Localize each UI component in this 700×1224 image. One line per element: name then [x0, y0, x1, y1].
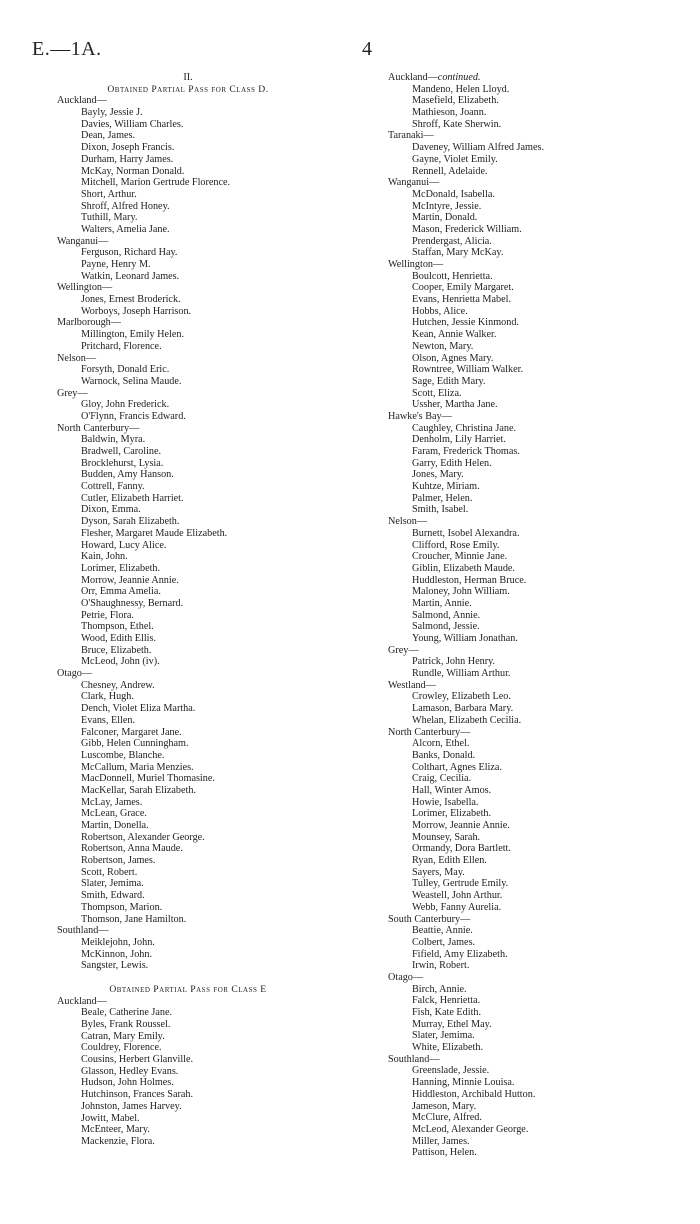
candidate-name: Howie, Isabella. [412, 796, 479, 808]
candidate-name: Giblin, Elizabeth Maude. [412, 562, 515, 574]
candidate-name: Webb, Fanny Aurelia. [412, 901, 502, 913]
candidate-name: Dixon, Emma. [81, 504, 141, 516]
candidate-name: Sangster, Lewis. [81, 960, 149, 972]
region-heading: Hawke's Bay— [388, 410, 452, 422]
candidate-name: McEnteer, Mary. [81, 1124, 150, 1136]
candidate-name: Ormandy, Dora Bartlett. [412, 843, 511, 855]
candidate-name: MacDonnell, Muriel Thomasine. [81, 773, 215, 785]
candidate-name: Payne, Henry M. [81, 259, 151, 270]
candidate-name: Denholm, Lily Harriet. [412, 434, 506, 446]
candidate-name: Mathieson, Joann. [412, 107, 487, 119]
candidate-name: Mounsey, Sarah. [412, 831, 481, 843]
candidate-name: Lorimer, Elizabeth. [81, 562, 161, 574]
candidate-name: Dench, Violet Eliza Martha. [81, 703, 196, 715]
candidate-name: Cutler, Elizabeth Harriet. [81, 492, 184, 504]
candidate-name: Sayers, May. [412, 866, 465, 878]
candidate-name: Palmer, Helen. [412, 492, 473, 504]
candidate-name: Mason, Frederick William. [412, 223, 522, 235]
region-heading: Auckland—continued. [388, 72, 481, 83]
candidate-name: Boulcott, Henrietta. [412, 270, 493, 282]
section-number: II. [183, 72, 193, 83]
region-heading: Grey— [388, 644, 419, 656]
candidate-name: Crowley, Elizabeth Leo. [412, 691, 511, 703]
candidate-name: Patrick, John Henry. [412, 656, 496, 668]
region-heading: Wanganui— [388, 177, 440, 189]
candidate-name: Salmond, Annie. [412, 609, 481, 621]
region-heading: North Canterbury— [388, 726, 471, 738]
candidate-name: Garry, Edith Helen. [412, 457, 492, 469]
region-heading: Auckland— [57, 95, 107, 107]
region-heading: Wellington— [388, 259, 444, 270]
candidate-name: Falconer, Margaret Jane. [81, 726, 182, 738]
candidate-name: Clifford, Rose Emily. [412, 539, 500, 551]
candidate-name: Masefield, Elizabeth. [412, 95, 499, 107]
candidate-name: Sage, Edith Mary. [412, 375, 486, 387]
candidate-name: Rennell, Adelaide. [412, 165, 488, 177]
section-heading: Obtained Partial Pass for Class D. [107, 83, 269, 95]
candidate-name: Millington, Emily Helen. [81, 329, 184, 341]
candidate-name: McClure, Alfred. [412, 1112, 482, 1124]
region-heading: Southland— [388, 1053, 440, 1065]
region-heading: Southland— [57, 925, 109, 937]
candidate-name: Mitchell, Marion Gertrude Florence. [81, 177, 231, 189]
candidate-name: Birch, Annie. [412, 983, 467, 995]
candidate-name: Cousins, Herbert Glanville. [81, 1054, 194, 1066]
left-column [57, 72, 357, 1148]
candidate-name: Ussher, Martha Jane. [412, 399, 498, 411]
candidate-name: Smith, Isabel. [412, 504, 469, 516]
candidate-name: Salmond, Jessie. [412, 621, 480, 633]
candidate-name: Staffan, Mary McKay. [412, 247, 504, 259]
candidate-name: Evans, Ellen. [81, 714, 136, 726]
candidate-name: Kain, John. [81, 551, 128, 563]
candidate-name: Bruce, Elizabeth. [81, 644, 152, 656]
candidate-name: Couldrey, Florence. [81, 1042, 162, 1054]
candidate-name: McLean, Grace. [81, 808, 147, 820]
candidate-name: Lamason, Barbara Mary. [412, 703, 514, 715]
candidate-name: Wood, Edith Ellis. [81, 633, 157, 644]
candidate-name: Huddleston, Herman Bruce. [412, 574, 527, 586]
candidate-name: O'Shaughnessy, Bernard. [81, 597, 184, 609]
candidate-name: Catran, Mary Emily. [81, 1030, 165, 1042]
candidate-name: Baldwin, Myra. [81, 434, 146, 446]
candidate-name: Banks, Donald. [412, 749, 476, 761]
candidate-name: McLeod, John (iv). [81, 656, 160, 668]
candidate-name: Hiddleston, Archibald Hutton. [412, 1088, 536, 1100]
candidate-name: Beattie, Annie. [412, 925, 473, 937]
candidate-name: Shroff, Alfred Honey. [81, 200, 170, 212]
candidate-name: Tuthill, Mary. [81, 212, 138, 224]
candidate-name: Craig, Cecilia. [412, 773, 472, 785]
candidate-name: Jameson, Mary. [412, 1100, 477, 1112]
candidate-name: Fifield, Amy Elizabeth. [412, 948, 508, 960]
candidate-name: Walters, Amelia Jane. [81, 223, 170, 235]
candidate-name: Petrie, Flora. [81, 609, 134, 621]
candidate-name: Jones, Mary. [412, 469, 464, 481]
candidate-name: Rowntree, William Walker. [412, 364, 523, 376]
candidate-name: Chesney, Andrew. [81, 679, 155, 691]
candidate-name: Dyson, Sarah Elizabeth. [81, 516, 180, 528]
candidate-name: Newton, Mary. [412, 340, 474, 352]
candidate-name: Kuhtze, Miriam. [412, 481, 480, 493]
region-heading: North Canterbury— [57, 422, 140, 434]
candidate-name: Thompson, Ethel. [81, 621, 154, 633]
candidate-name: Bayly, Jessie J. [81, 107, 143, 119]
candidate-name: Worboys, Joseph Harrison. [81, 305, 192, 317]
region-heading: Nelson— [388, 516, 428, 528]
candidate-name: Jowitt, Mabel. [81, 1112, 140, 1124]
candidate-name: Faram, Frederick Thomas. [412, 446, 520, 457]
candidate-name: Falck, Henrietta. [412, 995, 481, 1007]
candidate-name: Meiklejohn, John. [81, 936, 155, 948]
candidate-name: McIntyre, Jessie. [412, 200, 482, 212]
candidate-name: Young, William Jonathan. [412, 633, 518, 644]
candidate-name: Dixon, Joseph Francis. [81, 142, 175, 154]
region-heading: Wanganui— [57, 235, 109, 247]
candidate-name: Morrow, Jeannie Annie. [412, 820, 510, 831]
candidate-name: McDonald, Isabella. [412, 188, 495, 200]
continued-note: continued. [437, 72, 481, 83]
candidate-name: Robertson, Anna Maude. [81, 843, 183, 855]
candidate-name: McKinnon, John. [81, 948, 153, 960]
candidate-name: Evans, Henrietta Mabel. [412, 294, 512, 306]
candidate-name: Davies, William Charles. [81, 118, 184, 130]
candidate-name: Shroff, Kate Sherwin. [412, 118, 502, 130]
candidate-name: Thomson, Jane Hamilton. [81, 913, 187, 925]
candidate-name: Glasson, Hedley Evans. [81, 1065, 179, 1077]
candidate-name: Dean, James. [81, 130, 136, 142]
candidate-name: Tulley, Gertrude Emily. [412, 878, 509, 890]
region-heading: Otago— [388, 971, 424, 983]
candidate-name: Martin, Donella. [81, 820, 149, 831]
candidate-name: Luscombe, Blanche. [81, 749, 165, 761]
candidate-name: Durham, Harry James. [81, 153, 174, 165]
candidate-name: Gloy, John Frederick. [81, 399, 170, 411]
candidate-name: Weastell, John Arthur. [412, 890, 503, 902]
candidate-name: Hutchinson, Frances Sarah. [81, 1089, 194, 1101]
right-column [388, 72, 688, 1159]
candidate-name: Caughley, Christina Jane. [412, 422, 517, 434]
candidate-name: White, Elizabeth. [412, 1042, 483, 1054]
candidate-name: Hudson, John Holmes. [81, 1077, 174, 1089]
candidate-name: Hutchen, Jessie Kinmond. [412, 317, 519, 329]
candidate-name: Scott, Eliza. [412, 387, 462, 399]
candidate-name: Johnston, James Harvey. [81, 1100, 182, 1112]
candidate-name: Olson, Agnes Mary. [412, 352, 494, 364]
candidate-name: Slater, Jemima. [81, 878, 144, 890]
candidate-name: Morrow, Jeannie Annie. [81, 574, 179, 586]
candidate-name: Rundle, William Arthur. [412, 668, 511, 680]
candidate-name: Prendergast, Alicia. [412, 235, 492, 247]
candidate-name: Irwin, Robert. [412, 960, 470, 972]
candidate-name: Martin, Annie. [412, 597, 472, 609]
candidate-name: Short, Arthur. [81, 188, 137, 200]
candidate-name: Whelan, Elizabeth Cecilia. [412, 714, 522, 726]
candidate-name: Beale, Catherine Jane. [81, 1007, 173, 1019]
candidate-name: Warnock, Selina Maude. [81, 375, 182, 387]
candidate-name: Hobbs, Alice. [412, 305, 468, 317]
region-heading: Wellington— [57, 282, 113, 294]
region-heading: Westland— [388, 679, 436, 691]
candidate-name: Budden, Amy Hanson. [81, 469, 174, 481]
candidate-name: Kean, Annie Walker. [412, 329, 497, 341]
region-heading: Nelson— [57, 352, 97, 364]
candidate-name: Thompson, Marion. [81, 901, 163, 913]
candidate-name: McCallum, Maria Menzies. [81, 761, 194, 773]
candidate-name: McKay, Norman Donald. [81, 165, 185, 177]
candidate-name: Orr, Emma Amelia. [81, 586, 161, 598]
candidate-name: Howard, Lucy Alice. [81, 539, 167, 551]
candidate-name: Daveney, William Alfred James. [412, 142, 544, 154]
candidate-name: Watkin, Leonard James. [81, 270, 180, 282]
candidate-name: O'Flynn, Francis Edward. [81, 410, 186, 422]
candidate-name: Mackenzie, Flora. [81, 1135, 155, 1147]
section-spacer [57, 972, 357, 984]
candidate-name: McLeod, Alexander George. [412, 1123, 529, 1135]
candidate-name: Pritchard, Florence. [81, 340, 162, 352]
region-heading: Taranaki— [388, 130, 434, 142]
candidate-name: Bradwell, Caroline. [81, 446, 162, 457]
region-heading: Marlborough— [57, 317, 121, 329]
document-code: E.—1A. [32, 38, 102, 60]
candidate-name: Hall, Winter Amos. [412, 784, 492, 796]
candidate-name: Fish, Kate Edith. [412, 1007, 482, 1018]
candidate-name: Forsyth, Donald Eric. [81, 364, 170, 376]
candidate-name: Robertson, James. [81, 855, 156, 867]
candidate-name: Flesher, Margaret Maude Elizabeth. [81, 527, 228, 539]
candidate-name: Cooper, Emily Margaret. [412, 282, 514, 294]
region-heading: South Canterbury— [388, 913, 471, 925]
candidate-name: Gibb, Helen Cunningham. [81, 738, 189, 750]
candidate-name: Jones, Ernest Broderick. [81, 294, 181, 306]
candidate-name: Byles, Frank Roussel. [81, 1019, 171, 1030]
candidate-name: Burnett, Isobel Alexandra. [412, 527, 520, 539]
candidate-name: Martin, Donald. [412, 212, 478, 224]
candidate-name: Greenslade, Jessie. [412, 1065, 490, 1077]
candidate-name: Gayne, Violet Emily. [412, 153, 498, 165]
candidate-name: Brocklehurst, Lysia. [81, 457, 164, 469]
candidate-name: Colthart, Agnes Eliza. [412, 761, 502, 773]
candidate-name: Ferguson, Richard Hay. [81, 247, 178, 259]
candidate-name: Croucher, Minnie Jane. [412, 551, 508, 563]
candidate-name: Clark, Hugh. [81, 691, 134, 703]
candidate-name: Lorimer, Elizabeth. [412, 808, 492, 820]
candidate-name: Slater, Jemima. [412, 1030, 475, 1042]
candidate-name: Mandeno, Helen Lloyd. [412, 83, 510, 95]
region-heading: Otago— [57, 668, 93, 680]
candidate-name: Pattison, Helen. [412, 1147, 477, 1159]
candidate-name: Ryan, Edith Ellen. [412, 855, 487, 867]
candidate-name: Miller, James. [412, 1135, 470, 1147]
candidate-name: Colbert, James. [412, 936, 476, 948]
candidate-name: Hanning, Minnie Louisa. [412, 1077, 515, 1089]
candidate-name: Robertson, Alexander George. [81, 831, 205, 843]
candidate-name: Murray, Ethel May. [412, 1018, 492, 1030]
section-heading: Obtained Partial Pass for Class E [109, 983, 267, 995]
candidate-name: Scott, Robert. [81, 866, 138, 878]
region-heading: Grey— [57, 387, 88, 399]
candidate-name: Cottrell, Fanny. [81, 481, 145, 493]
candidate-name: MacKellar, Sarah Elizabeth. [81, 784, 196, 796]
region-heading: Auckland— [57, 995, 107, 1007]
candidate-name: Alcorn, Ethel. [412, 738, 470, 750]
candidate-name: McLay, James. [81, 796, 143, 808]
page-number: 4 [362, 38, 373, 60]
candidate-name: Smith, Edward. [81, 890, 145, 902]
candidate-name: Maloney, John William. [412, 586, 510, 598]
